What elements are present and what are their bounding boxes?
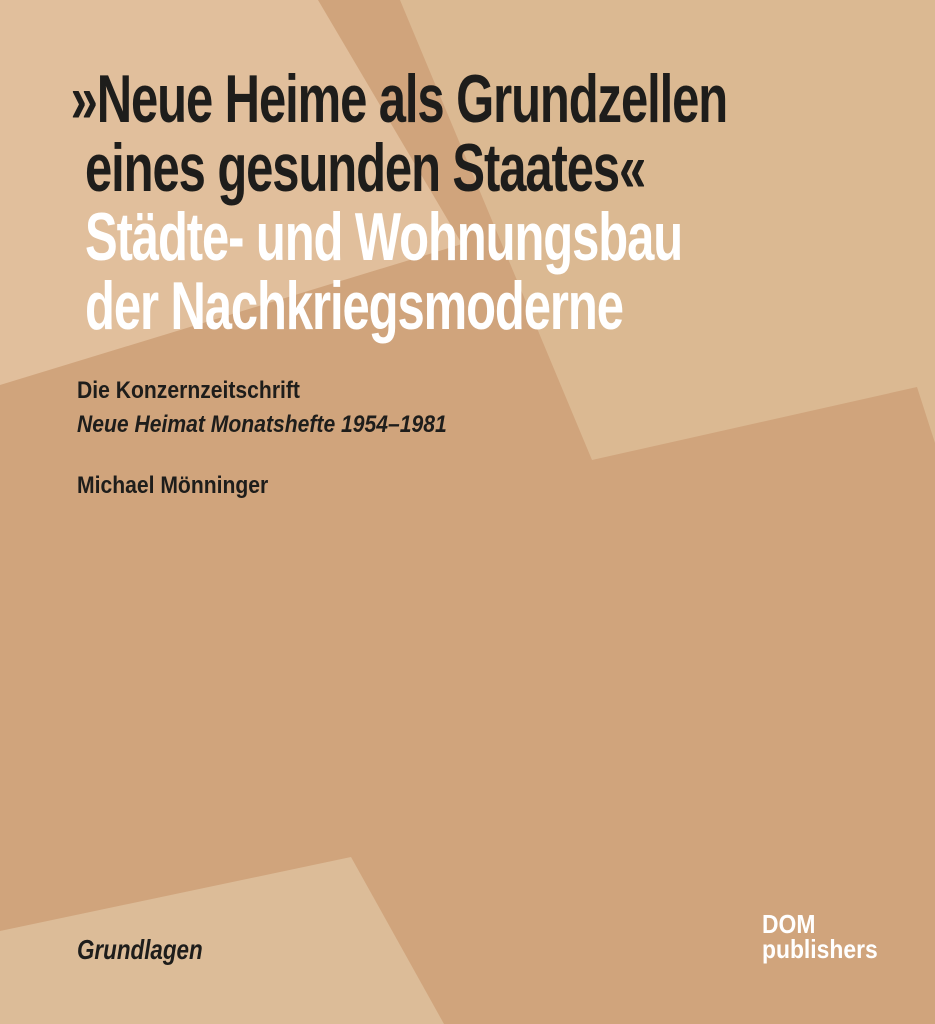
series-journal-title: Neue Heimat Monatshefte 1954–1981 [77,411,447,438]
category-label: Grundlagen [77,934,203,965]
author-name: Michael Mönninger [77,472,269,499]
series-info [77,374,447,442]
publisher-name-line-2: publishers [762,934,878,964]
main-title-line-2: eines gesunden Staates« [85,130,646,206]
subtitle-line-1: Städte- und Wohnungsbau [85,199,683,275]
subtitle [85,199,683,344]
main-title [70,61,728,206]
publisher-logo [762,909,878,964]
publisher-name-line-1: DOM [762,909,816,939]
main-title-line-1: »Neue Heime als Grundzellen [70,61,728,137]
series-label: Die Konzernzeitschrift [77,377,300,404]
subtitle-line-2: der Nachkriegsmoderne [85,268,623,344]
